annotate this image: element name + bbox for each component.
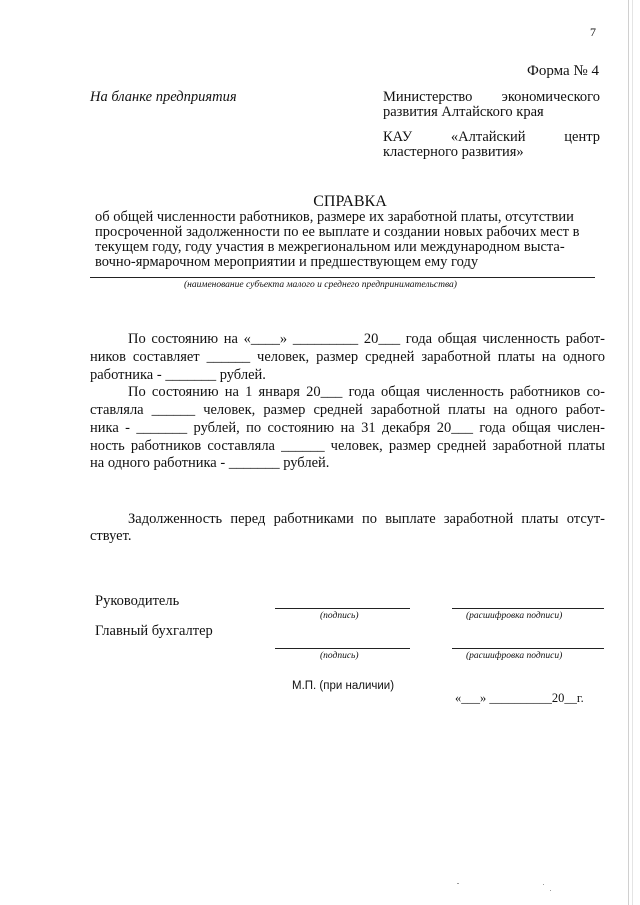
accountant-signature-caption: (подпись)	[320, 651, 359, 661]
body-line-1: По состоянию на «____» _________ 20___ года общая численность работ-	[128, 331, 605, 347]
letterhead-note: На бланке предприятия	[90, 89, 237, 105]
accountant-decoding-line	[452, 648, 604, 649]
scan-edge-right	[628, 0, 629, 905]
scan-speck	[543, 884, 544, 885]
debt-line-2: ствует.	[90, 528, 132, 544]
subtitle-line-3: текущем году, году участия в межрегиональном или международном выста-	[95, 239, 565, 255]
body-line-8: на одного работника - _______ рублей.	[90, 455, 330, 471]
subtitle-line-4: вочно-ярмарочном мероприятии и предшествующем ему году	[95, 254, 479, 270]
body-line-4: По состоянию на 1 января 20___ года общая численность работников со-	[128, 384, 605, 400]
debt-line-1: Задолженность перед работниками по выплате заработной платы отсут-	[128, 511, 605, 527]
entity-name-line	[90, 277, 595, 278]
form-label: Форма № 4	[527, 63, 599, 79]
scan-edge-right-inner	[632, 0, 633, 905]
subtitle-line-1: об общей численности работников, размере их заработной платы, отсутствии	[95, 209, 574, 225]
accountant-decoding-caption: (расшифровка подписи)	[466, 651, 563, 661]
director-decoding-line	[452, 608, 604, 609]
scan-speck	[457, 883, 459, 884]
director-signature-line	[275, 608, 410, 609]
accountant-signature-line	[275, 648, 410, 649]
accountant-label: Главный бухгалтер	[95, 623, 213, 639]
date-line: «___» __________20__г.	[455, 691, 584, 705]
body-line-3: работника - _______ рублей.	[90, 367, 266, 383]
body-line-2: ников составляет ______ человек, размер средней заработной платы на одного	[90, 349, 605, 365]
director-label: Руководитель	[95, 593, 180, 609]
body-line-5: ставляла ______ человек, размер средней заработной платы на одного работ-	[90, 402, 605, 418]
addressee-line-3: КАУ «Алтайский центр	[383, 129, 600, 145]
addressee-line-1: Министерство экономического	[383, 89, 600, 105]
scan-speck	[550, 890, 551, 891]
document-title: СПРАВКА	[313, 193, 387, 210]
subtitle-line-2: просроченной задолженности по ее выплате и создании новых рабочих мест в	[95, 224, 580, 240]
director-decoding-caption: (расшифровка подписи)	[466, 611, 563, 621]
body-line-7: ность работников составляла ______ человек, размер средней заработной платы	[90, 438, 605, 454]
entity-caption: (наименование субъекта малого и среднего предпринимательства)	[184, 280, 457, 290]
stamp-note: М.П. (при наличии)	[292, 680, 395, 692]
director-signature-caption: (подпись)	[320, 611, 359, 621]
addressee-line-4: кластерного развития»	[383, 144, 524, 160]
page-number: 7	[590, 25, 596, 39]
body-line-6: ника - _______ рублей, по состоянию на 31 декабря 20___ года общая числен-	[90, 420, 605, 436]
addressee-line-2: развития Алтайского края	[383, 104, 544, 120]
